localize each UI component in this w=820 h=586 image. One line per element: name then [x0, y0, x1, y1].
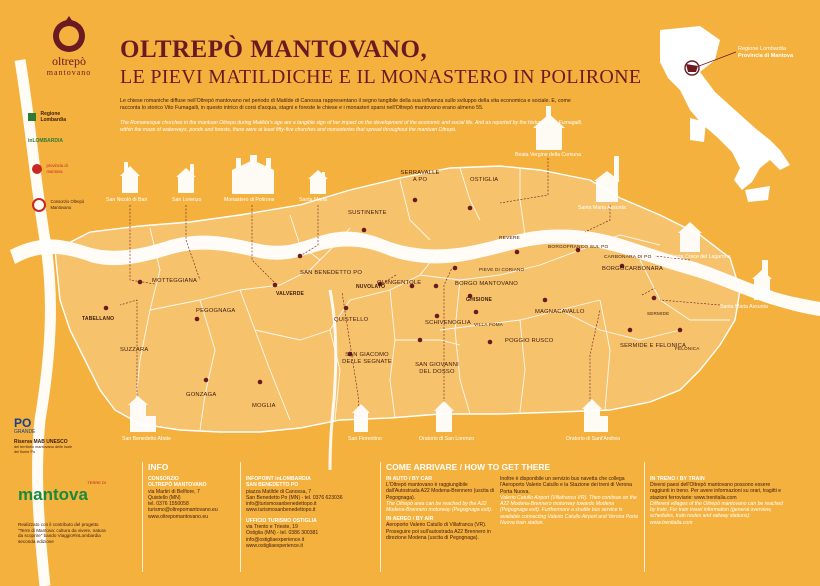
place-ostiglia: OSTIGLIA: [470, 177, 499, 183]
info-c1-0: CONSORZIO: [148, 476, 179, 482]
info-c1-4: tel. 0376 1550058: [148, 501, 189, 508]
oltrepo-territory: [55, 166, 740, 432]
arrive-air-it: Aeroporto Valerio Catullo di Villafranca (VR). Proseguire poi sull'autostrada A22 Brennero in direzione Modena (uscita di Pegognaga).: [386, 522, 491, 542]
info-c2-1: SAN BENEDETTO PO: [246, 482, 299, 489]
terre-top-label: TERRE DI: [87, 480, 106, 485]
train-divider: [644, 462, 645, 572]
info-col-1: [148, 476, 236, 520]
info-c2-0: INFOPOINT inLOMBARDIA: [246, 476, 311, 482]
church-label-santa-maria: Santa Maria: [299, 197, 327, 203]
place-suzzara: SUZZARA: [120, 347, 149, 353]
arrive-train-it: Diversi paesi dell'Oltrepò mantovano possono essere raggiunti in treno. Per avere informazioni su orari, tragitti e stazioni ferroviarie: www.trenitalia.com: [650, 482, 782, 501]
info-c2b-4[interactable]: www.ostigliaexperience.it: [246, 542, 303, 549]
place-ghisione: GHISIONE: [466, 297, 493, 303]
logo: [34, 14, 104, 80]
place-sgiovanni-label: SAN GIOVANNI DEL DOSSO: [415, 362, 459, 375]
region-label: [738, 46, 793, 60]
place-serravalle-label: SERRAVALLE A PO: [400, 170, 440, 183]
place-moglia: MOGLIA: [252, 403, 276, 409]
place-nuvolato: NUVOLATO: [356, 284, 386, 290]
arrive-car-heading: IN AUTO / BY CAR: [386, 476, 433, 482]
place-gonzaga: GONZAGA: [186, 392, 217, 398]
inlombardia-logo: inLOMBARDIA: [28, 138, 63, 144]
regione-label: Regione Lombardia: [40, 110, 67, 123]
arrive-bus-en: Valerio Catullo Airport (Villafranca VR). Then continue on the A22 Modena-Brennero motorway towards Modena (Pegognaga exit). Furthermore a shuttle bus service is available connecting Valerio Catullo Airport and Verona Porta Nuova train station.: [500, 494, 638, 527]
church-icon-santa-maria: [308, 170, 328, 194]
info-c1-2: via Martiri di Belfiore, 7: [148, 488, 200, 495]
place-sustinente: SUSTINENTE: [348, 210, 387, 216]
church-icon-assunta-top: [594, 156, 620, 202]
church-icon-nicolo: [120, 162, 140, 193]
arrive-bus-it: Inoltre è disponibile un servizio bus navetta che collega l'Aeroporto Valerio Catullo e la Stazione dei treni di Verona Porta Nuova.: [500, 476, 632, 495]
po-grande-logo: [14, 416, 74, 454]
info-c2b-0: UFFICIO TURISMO OSTIGLIA: [246, 517, 317, 524]
place-borgofranco: BORGOFRANCO SUL PO: [548, 245, 609, 250]
place-pegognaga: PEGOGNAGA: [196, 308, 236, 314]
intro-text-it: Le chiese romaniche diffuse nell'Oltrepò mantovano nel periodo di Matilde di Canossa rappresentano il segno tangibile della sua influenza sullo sviluppo della vita economica e sociale. E, come racconta lo storico Vito Fumagalli, in questo intrico di corsi d'acqua, stagni e foreste le chiese e i monasteri sparsi nell'Oltrepò mantovano erano almeno 55.: [120, 98, 571, 111]
logo-mark-icon: [34, 14, 104, 54]
church-label-assunta-right: Santa Maria Assunta: [720, 304, 768, 310]
place-sgiovanni: [410, 362, 464, 376]
place-valverde: VALVERDE: [276, 291, 305, 297]
arrive-col-1: [386, 476, 494, 541]
arrive-col-3: [650, 476, 784, 526]
unesco-label: Riserva MAB UNESCO: [14, 439, 68, 445]
place-borgocarbonara: BORGOCARBONARA: [602, 266, 664, 272]
provincia-logo: [32, 160, 76, 178]
info-c2-4[interactable]: info@turismosanbenedettopo.it: [246, 501, 317, 508]
church-label-nicolo: San Nicolò di Bari: [106, 197, 148, 203]
credit-text: Realizzato con il contributo del progetto "Terre di Mantova: cultura da vivere, natura da scoprire" bando Viaggio#inLombardia seconda edizione: [18, 522, 106, 544]
arrive-car-en: The Oltrepò area can be reached by the A22 Modena-Brennero motorway (Pegognaga exit).: [386, 500, 493, 514]
place-sgiacomo: [342, 352, 392, 366]
info-c1-5[interactable]: turismo@oltrepomantovano.eu: [148, 507, 218, 514]
place-pieve: PIEVE DI CORIANO: [479, 267, 525, 272]
info-title: INFO: [148, 462, 169, 472]
region-label-line2: Provincia di Mantova: [738, 53, 794, 59]
region-label-line1: Regione Lombardia: [738, 46, 787, 52]
info-c1-3: Quistello (MN): [148, 494, 181, 501]
church-label-oratorio-lorenzo: Oratorio di San Lorenzo: [419, 436, 475, 442]
po-grande-sub: GRANDE: [14, 429, 36, 435]
arrive-col-2: [500, 476, 638, 526]
place-sermide-small: SERMIDE: [647, 311, 670, 316]
provincia-label: provincia di mantova: [46, 162, 68, 174]
church-label-comuna: Beata Vergine della Comuna: [515, 152, 582, 158]
place-quingentole: QUINGENTOLE: [377, 280, 422, 286]
page-title: OLTREPÒ MANTOVANO,: [120, 36, 428, 63]
consorzio-icon: [32, 198, 46, 212]
church-icon-lorenzo: [176, 164, 196, 193]
info-col-2: [246, 476, 376, 549]
church-label-fiorentino: San Fiorentino: [348, 436, 382, 442]
church-icon-assunta-right: [752, 260, 772, 300]
arrive-divider: [380, 462, 381, 572]
place-quistello: QUISTELLO: [334, 317, 369, 323]
church-label-lagarone: Santa Croce del Lagarone: [670, 254, 731, 260]
terre-mantova-logo: [18, 480, 112, 505]
place-carbonara: CARBONARA DI PO: [604, 255, 652, 260]
logo-top-text: oltrepò: [52, 54, 86, 68]
info-c1-1: OLTREPÒ MANTOVANO: [148, 482, 207, 489]
unesco-sub: del territorio mantovano delle Isole del fiume Po: [14, 445, 73, 454]
info-c2b-3[interactable]: info@ostigliaexperience.it: [246, 536, 305, 543]
place-felonica: FELONICA: [675, 346, 700, 351]
info-c2b-1: via Trento e Trieste, 19: [246, 524, 298, 531]
info-divider-1: [142, 462, 143, 572]
info-c1-6[interactable]: www.oltrepomantovano.eu: [148, 513, 209, 520]
regione-logo: [28, 108, 80, 126]
info-divider-2: [240, 462, 241, 572]
church-label-lorenzo: San Lorenzo: [172, 197, 202, 203]
place-poggio: POGGIO RUSCO: [505, 338, 554, 344]
page-subtitle: LE PIEVI MATILDICHE E IL MONASTERO IN POLIRONE: [120, 66, 642, 88]
provincia-icon: [32, 164, 42, 174]
church-label-oratorio-andrea: Oratorio di Sant'Andrea: [566, 436, 621, 442]
consorzio-logo: [32, 196, 86, 214]
place-villapoma: VILLA POMA: [474, 322, 504, 327]
info-c2-5[interactable]: www.turismosanbenedettopo.it: [246, 507, 316, 514]
place-revere: REVERE: [499, 236, 520, 241]
place-schivenoglia: SCHIVENOGLIA: [425, 320, 471, 326]
regione-icon: [28, 113, 36, 121]
church-label-assunta-top: Santa Maria Assunta: [578, 205, 626, 211]
consorzio-label: Consorzio Oltrepò Mantovano: [50, 198, 85, 210]
arrive-car-it: L'Oltrepò mantovano è raggiungibile dall'Autostrada A22 Modena-Brennero (uscita di Pegognaga).: [386, 482, 495, 501]
info-c2b-2: Ostiglia (MN) - tel. 0386 300381: [246, 530, 319, 537]
arrive-train-heading: IN TRENO / BY TRAIN: [650, 476, 705, 482]
po-grande-title: PO: [14, 416, 32, 430]
church-label-abate: San Benedetto Abate: [122, 436, 172, 442]
place-sermide: SERMIDE E FELONICA: [620, 343, 687, 349]
terre-label: mantova: [18, 485, 88, 504]
arrive-train-en: Different villages of the Oltrepò mantovano can be reached by train. For train travel information (general overview, schedules, train routes and railway stations): www.trenitalia.com: [650, 500, 784, 526]
place-magnacavallo: MAGNACAVALLO: [535, 309, 585, 315]
place-borgomantovano: BORGO MANTOVANO: [455, 281, 519, 287]
church-label-polirone: Monastero di Polirone: [224, 197, 275, 203]
arrive-air-heading: IN AEREO / BY AIR: [386, 516, 434, 523]
place-sbenedetto: SAN BENEDETTO PO: [300, 270, 363, 276]
place-tabellano: TABELLANO: [82, 316, 115, 322]
info-c2-3: San Benedetto Po (MN) - tel. 0376 623036: [246, 494, 343, 501]
intro-text-en: The Romanesque churches in the mantuan Oltrepo during Matilda's age are a tangible sign of her impact on the development of the economic and social life. And as reported by the historian Vito Fumagalli, within the maze of waterways, ponds and forests, there were at least fifty-five churches and monasteries that spread throughout the mantuan Oltrepò.: [120, 120, 583, 133]
arrive-title: COME ARRIVARE / HOW TO GET THERE: [386, 462, 551, 472]
place-serravalle: [400, 170, 440, 184]
info-c2-2: piazza Matilde di Canossa, 7: [246, 488, 312, 495]
place-sgiacomo-label: SAN GIACOMO DELLE SEGNATE: [342, 352, 392, 365]
logo-bottom-text: mantovano: [46, 68, 92, 77]
place-motteggiana: MOTTEGGIANA: [152, 278, 198, 284]
church-icon-polirone: [232, 155, 274, 194]
